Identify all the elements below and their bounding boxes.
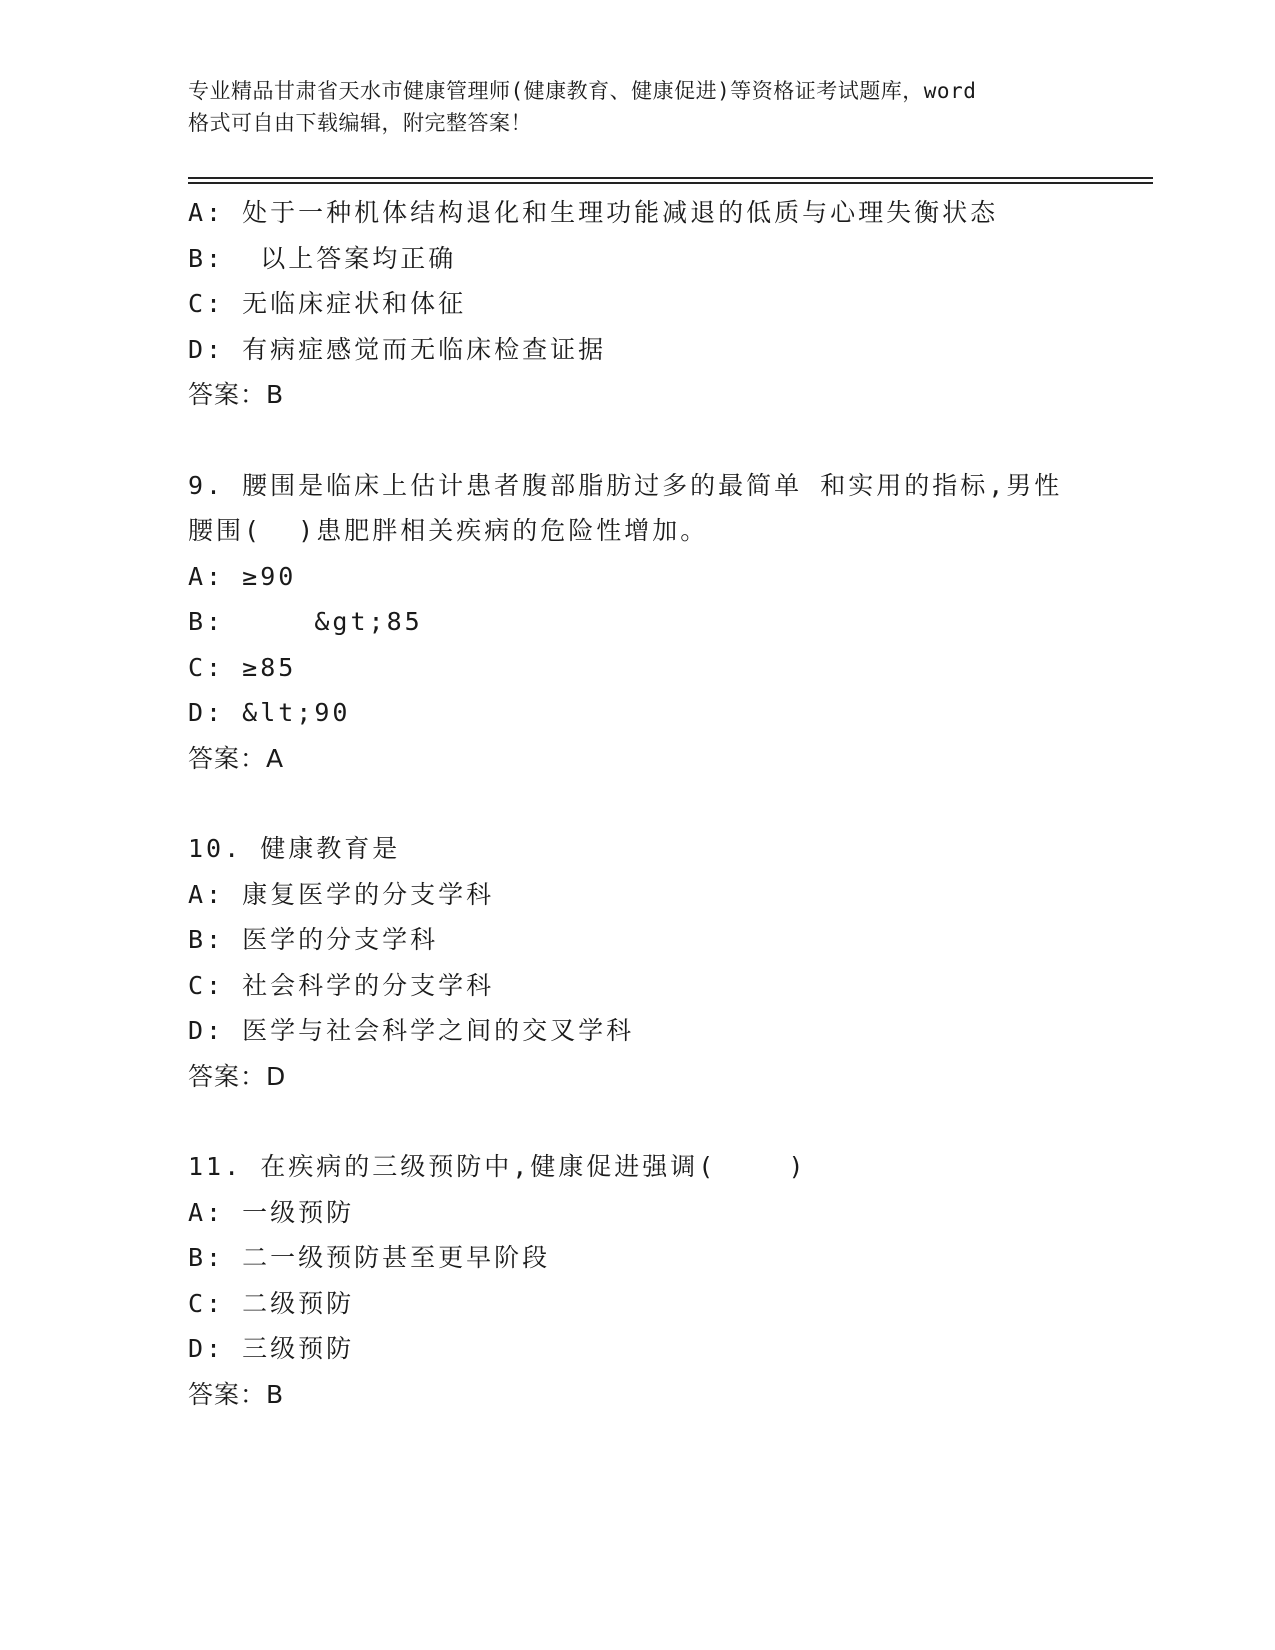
- question-text: 10. 健康教育是: [188, 834, 401, 863]
- spacer: [188, 418, 1088, 463]
- option-b: B: &gt;85: [188, 607, 423, 636]
- answer-line: 答案：B: [188, 380, 285, 409]
- option-c: C: ≥85: [188, 652, 297, 682]
- answer-line: 答案：B: [188, 1379, 285, 1409]
- question-text: 11. 在疾病的三级预防中,健康促进强调( ): [188, 1152, 807, 1181]
- question-content: [188, 190, 1088, 1417]
- option-b: B: 二一级预防甚至更早阶段: [188, 1243, 551, 1272]
- spacer: [188, 1099, 1088, 1144]
- question-block-11: [188, 1144, 1088, 1417]
- option-a: A: 一级预防: [188, 1197, 355, 1227]
- question-block-9: [188, 463, 1088, 782]
- question-text-continued: 腰围( )患肥胖相关疾病的危险性增加。: [188, 516, 709, 545]
- header-divider-top: [188, 177, 1153, 179]
- header-line-1: 专业精品甘肃省天水市健康管理师(健康教育、健康促进)等资格证考试题库，word: [188, 79, 977, 103]
- answer-line: 答案：A: [188, 743, 285, 773]
- option-d: D: 有病症感觉而无临床检查证据: [188, 334, 607, 364]
- header-divider-bottom: [188, 182, 1153, 184]
- option-b: B: 以上答案均正确: [188, 243, 457, 273]
- option-d: D: &lt;90: [188, 698, 351, 727]
- answer-line: 答案：D: [188, 1061, 287, 1091]
- option-a: A: 处于一种机体结构退化和生理功能减退的低质与心理失衡状态: [188, 198, 999, 227]
- option-a: A: ≥90: [188, 561, 297, 591]
- question-text: 9. 腰围是临床上估计患者腹部脂肪过多的最简单 和实用的指标,男性: [188, 470, 1063, 500]
- option-c: C: 社会科学的分支学科: [188, 970, 495, 1000]
- option-d: D: 医学与社会科学之间的交叉学科: [188, 1016, 635, 1045]
- question-block-10: [188, 826, 1088, 1099]
- document-header: [188, 75, 1088, 139]
- spacer: [188, 781, 1088, 826]
- option-d: D: 三级预防: [188, 1334, 355, 1363]
- option-a: A: 康复医学的分支学科: [188, 879, 495, 909]
- option-c: C: 无临床症状和体征: [188, 289, 467, 318]
- option-c: C: 二级预防: [188, 1288, 355, 1318]
- header-line-2: 格式可自由下载编辑，附完整答案！: [188, 111, 532, 135]
- question-block-8: [188, 190, 1088, 418]
- option-b: B: 医学的分支学科: [188, 925, 439, 954]
